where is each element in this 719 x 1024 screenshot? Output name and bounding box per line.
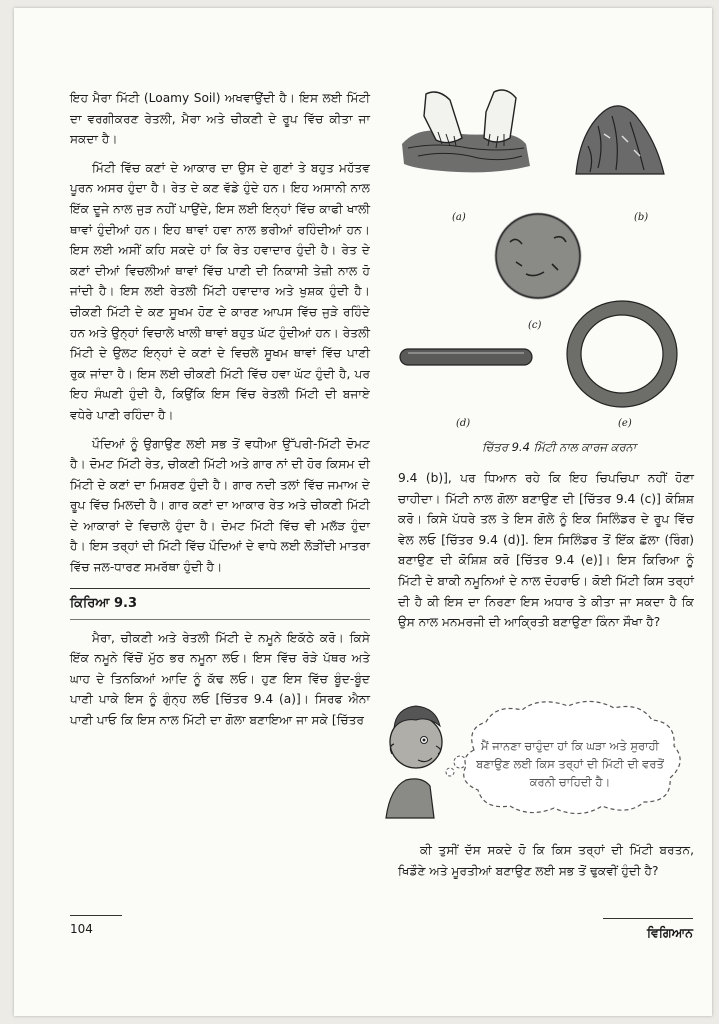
activity-title-rule: [70, 619, 370, 620]
thought-bubble-text: ਮੈਂ ਜਾਨਣਾ ਚਾਹੁੰਦਾ ਹਾਂ ਕਿ ਘੜਾ ਅਤੇ ਸੁਰਾਹੀ ਬਣਾਉਣ ਲਈ ਕਿਸ ਤਰ੍ਹਾਂ ਦੀ ਮਿੱਟੀ ਦੀ ਵਰਤੋਂ ਕਰਨੀ ਚਾਹਿਦੀ ਹੈ।: [476, 739, 664, 789]
paragraph-loam: ਪੌਦਿਆਂ ਨੂੰ ਉਗਾਉਣ ਲਈ ਸਭ ਤੋਂ ਵਧੀਆ ਉੱਪਰੀ-ਮਿੱਟੀ ਦੋਮਟ ਹੈ। ਦੋਮਟ ਮਿੱਟੀ ਰੇਤ, ਚੀਕਣੀ ਮਿੱਟੀ ਅਤੇ ਗਾਰ ਨਾਂ ਦੀ ਹੋਰ ਕਿਸਮ ਦੀ ਮਿੱਟੀ ਦੇ ਕਣਾਂ ਦਾ ਮਿਸ਼ਰਣ ਹੁੰਦੀ ਹੈ। ਗਾਰ ਨਦੀ ਤਲਾਂ ਵਿੱਚ ਜਮਾਅ ਦੇ ਰੂਪ ਵਿੱਚ ਮਿਲਦੀ ਹੈ। ਗਾਰ ਕਣਾਂ ਦਾ ਆਕਾਰ ਰੇਤ ਅਤੇ ਚੀਕਣੀ ਮਿੱਟੀ ਦੇ ਆਕਾਰਾਂ ਦੇ ਵਿਚਾਲੇ ਹੁੰਦਾ ਹੈ। ਦੋਮਟ ਮਿੱਟੀ ਵਿੱਚ ਵੀ ਮਲੱੜ ਹੁੰਦਾ ਹੈ। ਇਸ ਤਰ੍ਹਾਂ ਦੀ ਮਿੱਟੀ ਵਿੱਚ ਪੌਦਿਆਂ ਦੇ ਵਾਧੇ ਲਈ ਲੋੜੀਂਦੀ ਮਾਤਰਾ ਵਿੱਚ ਜਲ-ਧਾਰਣ ਸਮਰੱਥਾ ਹੁੰਦੀ ਹੈ।: [70, 436, 370, 575]
boy-character: [386, 706, 442, 818]
book-name-block: [603, 918, 693, 941]
figure-a-kneading-hands: [402, 90, 530, 172]
right-column: [398, 468, 694, 633]
figure-soil-activities: [398, 86, 698, 431]
page-number-rule: [70, 915, 122, 916]
question-text: ਕੀ ਤੁਸੀਂ ਦੱਸ ਸਕਦੇ ਹੋ ਕਿ ਕਿਸ ਤਰ੍ਹਾਂ ਦੀ ਮਿੱਟੀ ਬਰਤਨ, ਖਿਡੌਣੇ ਅਤੇ ਮੂਰਤੀਆਂ ਬਣਾਉਣ ਲਈ ਸਭ ਤੋਂ ਢੁਕਵੀਂ ਹੁੰਦੀ ਹੈ?: [398, 843, 694, 878]
paragraph-particle-size: ਮਿੱਟੀ ਵਿੱਚ ਕਣਾਂ ਦੇ ਆਕਾਰ ਦਾ ਉਸ ਦੇ ਗੁਣਾਂ ਤੇ ਬਹੁਤ ਮਹੱਤਵ ਪੂਰਨ ਅਸਰ ਹੁੰਦਾ ਹੈ। ਰੇਤ ਦੇ ਕਣ ਵੱਡੇ ਹੁੰਦੇ ਹਨ। ਇਹ ਅਸਾਨੀ ਨਾਲ ਇੱਕ ਦੂਜੇ ਨਾਲ ਜੁੜ ਨਹੀਂ ਪਾਉਂਦੇ, ਇਸ ਲਈ ਇਨ੍ਹਾਂ ਵਿੱਚ ਕਾਫੀ ਖਾਲੀ ਥਾਵਾਂ ਹੁੰਦੀਆਂ ਹਨ। ਇਹ ਥਾਵਾਂ ਹਵਾ ਨਾਲ ਭਰੀਆਂ ਰਹਿੰਦੀਆਂ ਹਨ। ਇਸ ਲਈ ਅਸੀਂ ਕਹਿ ਸਕਦੇ ਹਾਂ ਕਿ ਰੇਤ ਹਵਾਦਾਰ ਹੁੰਦੀ ਹੈ। ਰੇਤ ਦੇ ਕਣਾਂ ਦੀਆਂ ਵਿਚਲੀਆਂ ਥਾਵਾਂ ਵਿੱਚ ਪਾਣੀ ਦੀ ਨਿਕਾਸੀ ਤੇਜ਼ੀ ਨਾਲ ਹੋ ਜਾਂਦੀ ਹੈ। ਇਸ ਲਈ ਰੇਤਲੀ ਮਿੱਟੀ ਹਵਾਦਾਰ ਅਤੇ ਖੁਸ਼ਕ ਹੁੰਦੀ ਹੈ। ਚੀਕਣੀ ਮਿੱਟੀ ਦੇ ਕਣ ਸੂਖਮ ਹੋਣ ਦੇ ਕਾਰਣ ਆਪਸ ਵਿੱਚ ਜੁੜੇ ਰਹਿੰਦੇ ਹਨ ਅਤੇ ਉਨ੍ਹਾਂ ਵਿਚਾਲੇ ਖਾਲੀ ਥਾਵਾਂ ਬਹੁਤ ਘੱਟ ਹੁੰਦੀਆਂ ਹਨ। ਰੇਤਲੀ ਮਿੱਟੀ ਦੇ ਉਲਟ ਇਨ੍ਹਾਂ ਦੇ ਕਣਾਂ ਦੇ ਵਿਚਲੇ ਸੂਖਮ ਥਾਵਾਂ ਵਿੱਚ ਪਾਣੀ ਰੁਕ ਜਾਂਦਾ ਹੈ। ਇਸ ਲਈ ਚੀਕਣੀ ਮਿੱਟੀ ਵਿੱਚ ਹਵਾ ਘੱਟ ਹੁੰਦੀ ਹੈ, ਪਰ ਇਹ ਸੰਘਣੀ ਹੁੰਦੀ ਹੈ, ਕਿਉਂਕਿ ਇਸ ਵਿੱਚ ਰੇਤਲੀ ਮਿੱਟੀ ਦੀ ਬਜਾਏ ਵਧੇਰੇ ਪਾਣੀ ਰਹਿੰਦਾ ਹੈ।: [70, 160, 370, 422]
activity-continuation: 9.4 (b)], ਪਰ ਧਿਆਨ ਰਹੇ ਕਿ ਇਹ ਚਿਪਚਿਪਾ ਨਹੀਂ ਹੋਣਾ ਚਾਹੀਦਾ। ਮਿੱਟੀ ਨਾਲ ਗੋਲਾ ਬਣਾਉਣ ਦੀ [ਚਿੱਤਰ 9.4 (c)] ਕੋਸ਼ਿਸ਼ ਕਰੋ। ਕਿਸੇ ਪੱਧਰੇ ਤਲ ਤੇ ਇਸ ਗੋਲੇ ਨੂੰ ਇਕ ਸਿਲਿੰਡਰ ਦੇ ਰੂਪ ਵਿੱਚ ਵੇਲ ਲਓ [ਚਿੱਤਰ 9.4 (d)]. ਇਸ ਸਿਲਿੰਡਰ ਤੋਂ ਇੱਕ ਛੱਲਾ (ਰਿੰਗ) ਬਣਾਉਣ ਦੀ ਕੋਸ਼ਿਸ਼ ਕਰੋ [ਚਿੱਤਰ 9.4 (e)]। ਇਸ ਕਿਰਿਆ ਨੂੰ ਮਿੱਟੀ ਦੇ ਬਾਕੀ ਨਮੂਨਿਆਂ ਦੇ ਨਾਲ ਦੋਹਰਾਓ। ਕੋਈ ਮਿੱਟੀ ਕਿਸ ਤਰ੍ਹਾਂ ਦੀ ਹੈ ਕੀ ਇਸ ਦਾ ਨਿਰਣਾ ਇਸ ਅਧਾਰ ਤੇ ਕੀਤਾ ਜਾ ਸਕਦਾ ਹੈ ਕਿ ਉਸ ਨਾਲ ਮਨਮਰਜੀ ਦੀ ਆਕ੍ਰਿਤੀ ਬਣਾਉਣਾ ਕਿੰਨਾ ਸੌਖਾ ਹੈ?: [398, 471, 694, 630]
figure-d-soil-cylinder: [400, 349, 532, 365]
book-name-rule: [603, 918, 693, 919]
page-number: 104: [70, 922, 93, 936]
figure-label-c: (c): [528, 320, 542, 331]
figure-label-a: (a): [452, 212, 466, 223]
question-paragraph: [398, 840, 694, 881]
paragraph-loamy-soil: ਇਹ ਮੈਰਾ ਮਿੱਟੀ (Loamy Soil) ਅਖਵਾਉਂਦੀ ਹੈ। ਇਸ ਲਈ ਮਿੱਟੀ ਦਾ ਵਰਗੀਕਰਣ ਰੇਤਲੀ, ਮੈਰਾ ਅਤੇ ਚੀਕਣੀ ਦੇ ਰੂਪ ਵਿੱਚ ਕੀਤਾ ਜਾ ਸਕਦਾ ਹੈ।: [70, 91, 370, 147]
figure-label-e: (e): [618, 418, 632, 429]
figure-c-soil-ball: [496, 214, 580, 298]
figure-label-b: (b): [634, 212, 649, 223]
left-column: [70, 88, 370, 731]
activity-text: ਮੈਰਾ, ਚੀਕਣੀ ਅਤੇ ਰੇਤਲੀ ਮਿੱਟੀ ਦੇ ਨਮੂਨੇ ਇਕੱਠੇ ਕਰੋ। ਕਿਸੇ ਇੱਕ ਨਮੂਨੇ ਵਿੱਚੋਂ ਮੁੱਠ ਭਰ ਨਮੂਨਾ ਲਓ। ਇਸ ਵਿੱਚ ਰੋੜੇ ਪੱਥਰ ਅਤੇ ਘਾਹ ਦੇ ਤਿਨਕਿਆਂ ਆਦਿ ਨੂੰ ਕੱਢ ਲਓ। ਹੁਣ ਇਸ ਵਿੱਚ ਬੂੰਦ-ਬੂੰਦ ਪਾਣੀ ਪਾਕੇ ਇਸ ਨੂੰ ਗੁੰਨ੍ਹ ਲਓ [ਚਿੱਤਰ 9.4 (a)]। ਸਿਰਫ ਐਨਾ ਪਾਣੀ ਪਾਓ ਕਿ ਇਸ ਨਾਲ ਮਿੱਟੀ ਦਾ ਗੋਲਾ ਬਣਾਇਆ ਜਾ ਸਕੇ [ਚਿੱਤਰ: [70, 630, 370, 728]
page-number-block: [70, 915, 370, 936]
figure-caption: ਚਿੱਤਰ 9.4 ਮਿੱਟੀ ਨਾਲ ਕਾਰਜ ਕਰਨਾ: [482, 440, 637, 454]
activity-title: ਕਿਰਿਆ 9.3: [70, 595, 137, 611]
figure-e-soil-ring: [567, 301, 677, 407]
figure-label-d: (d): [456, 418, 471, 429]
activity-top-rule: [70, 588, 370, 589]
book-name: ਵਿਗਿਆਨ: [647, 925, 693, 940]
figure-b-soil-mound: [576, 106, 664, 174]
